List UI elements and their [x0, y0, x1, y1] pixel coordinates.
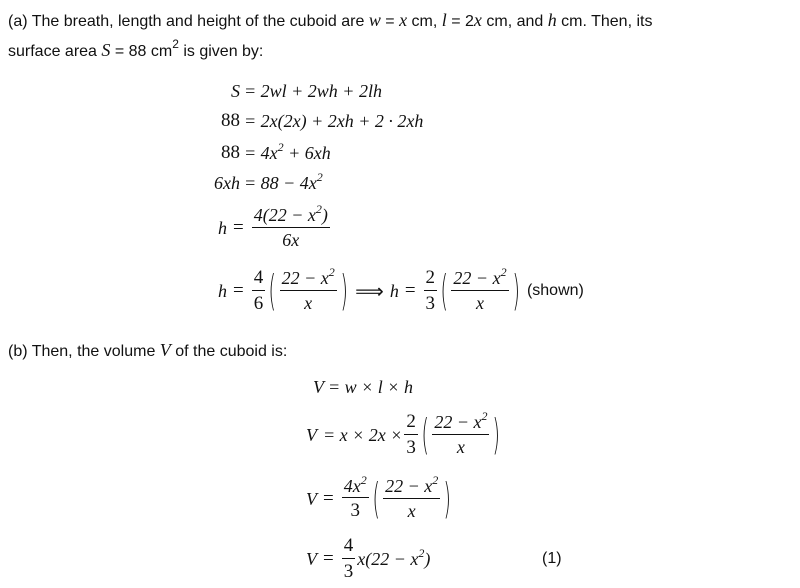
- shown-note: (shown): [526, 282, 584, 299]
- equation-b4: [306, 534, 430, 584]
- equation-a4: [0, 168, 800, 198]
- equation-b2: [306, 406, 502, 464]
- fraction: [432, 409, 489, 457]
- part-a-line-2: [8, 37, 264, 62]
- text-segment: = 2: [446, 13, 474, 30]
- numerator: [451, 265, 508, 291]
- exponent: 2: [418, 545, 425, 560]
- text-segment: = 4x: [244, 143, 278, 163]
- exponent: 2: [432, 473, 439, 488]
- text-segment: cm, and: [481, 13, 548, 30]
- equation-lhs: V: [306, 424, 317, 445]
- denominator: x: [456, 437, 465, 457]
- fraction: [280, 265, 337, 313]
- numerator: [432, 409, 489, 435]
- text-segment: (a) The breath, length and height of the cuboid are: [8, 13, 369, 30]
- var-x: x: [399, 10, 408, 30]
- part-a-line-1: [8, 10, 652, 32]
- text-segment: = 88 cm: [110, 43, 173, 60]
- text-segment: 22 − x: [453, 268, 501, 289]
- text-segment: cm. Then, its: [556, 13, 653, 30]
- right-paren: ): [443, 474, 452, 524]
- fraction: [342, 472, 369, 522]
- equation-rhs: = w × l × h: [328, 377, 413, 397]
- part-b-intro: [8, 340, 287, 362]
- equation-a5: [218, 200, 332, 256]
- equation-b1: [0, 372, 800, 402]
- right-paren: ): [512, 266, 520, 316]
- denominator: 3: [343, 561, 354, 582]
- var-S: S: [101, 40, 111, 60]
- text-segment: 22 − x: [385, 476, 433, 497]
- equation-rhs: [244, 138, 331, 168]
- fraction: [451, 265, 508, 313]
- fraction: [383, 473, 440, 521]
- equation-lhs: V: [306, 488, 317, 509]
- denominator: 3: [350, 500, 360, 522]
- equals-sign: =: [404, 280, 416, 301]
- equals-sign: =: [233, 280, 244, 301]
- equation-rhs: = 2x(2x) + 2xh + 2 · 2xh: [244, 111, 424, 131]
- fraction: [252, 202, 330, 250]
- equation-lhs: h: [218, 280, 227, 301]
- denominator: 3: [425, 293, 436, 314]
- equation-rhs: [244, 168, 323, 198]
- implies-arrow: ⟹: [355, 280, 384, 303]
- left-paren: (: [440, 266, 448, 316]
- equation-lhs: V: [313, 377, 324, 397]
- text-segment: 22 − x: [281, 268, 329, 289]
- text-segment: 4(22 − x: [253, 205, 316, 226]
- var-w: w: [368, 10, 381, 30]
- exponent: 2: [500, 265, 507, 280]
- text-segment: 22 − x: [434, 412, 482, 433]
- text-segment: is given by:: [178, 43, 264, 60]
- denominator: 6x: [282, 230, 300, 250]
- text-segment: = 88 − 4x: [244, 173, 317, 193]
- exponent: 2: [328, 265, 335, 280]
- exponent: 2: [315, 202, 322, 217]
- right-paren: ): [340, 266, 348, 316]
- text-segment: (b) Then, the volume: [8, 343, 160, 360]
- denominator: x: [475, 293, 484, 313]
- text-segment: ): [424, 548, 431, 569]
- numerator: 2: [424, 268, 438, 291]
- numerator: 2: [404, 412, 418, 435]
- numerator: [280, 265, 337, 291]
- var-l: l: [441, 10, 447, 30]
- equation-b3: [306, 470, 453, 528]
- equals-sign: =: [233, 217, 244, 238]
- left-paren: (: [421, 410, 429, 460]
- text-segment: =: [380, 13, 400, 30]
- text-segment: cm,: [407, 13, 442, 30]
- equation-a3: [0, 138, 800, 168]
- fraction: [342, 536, 356, 582]
- equation-a6: [218, 262, 584, 320]
- text-segment: ): [321, 205, 328, 226]
- equation-number: (1): [542, 550, 562, 567]
- equation-lhs: 6xh: [214, 173, 240, 193]
- equation-a1: [0, 76, 800, 106]
- fraction: [252, 268, 266, 314]
- denominator: 3: [406, 437, 416, 458]
- text-segment: + 6xh: [283, 143, 331, 163]
- equation-lhs: 88: [221, 110, 240, 131]
- denominator: x: [304, 293, 313, 313]
- equation-lhs: 88: [221, 142, 240, 163]
- equals-sign: =: [323, 548, 334, 569]
- denominator: x: [407, 501, 416, 521]
- left-paren: (: [372, 474, 380, 524]
- equation-a2: [0, 106, 800, 136]
- equation-lhs: V: [306, 548, 317, 569]
- var-h: h: [547, 10, 557, 30]
- equation-rhs: = 2wl + 2wh + 2lh: [244, 81, 382, 101]
- exponent: 2: [172, 37, 179, 51]
- left-paren: (: [268, 266, 277, 316]
- fraction: [404, 412, 418, 458]
- exponent: 2: [360, 472, 367, 487]
- exponent: 2: [481, 409, 488, 424]
- var-x: x: [473, 10, 482, 30]
- numerator: [383, 473, 440, 499]
- numerator: [342, 472, 369, 499]
- fraction: [424, 268, 438, 314]
- text-segment: x(22 − x: [357, 548, 419, 569]
- exponent: 2: [316, 170, 323, 184]
- numerator: 4: [252, 268, 266, 291]
- numerator: [252, 202, 330, 228]
- equation-lhs: S: [231, 81, 240, 101]
- exponent: 2: [277, 140, 284, 154]
- equation-lhs: h: [218, 217, 227, 238]
- var-h: h: [389, 280, 399, 301]
- text-segment: surface area: [8, 43, 102, 60]
- equation-rhs: = x × 2x ×: [323, 424, 403, 445]
- text-segment: of the cuboid is:: [170, 343, 288, 360]
- right-paren: ): [492, 410, 501, 460]
- var-V: V: [159, 340, 171, 360]
- denominator: 6: [253, 293, 264, 314]
- equation-rhs: [357, 545, 431, 570]
- text-segment: 4x: [343, 475, 361, 496]
- equals-sign: =: [323, 488, 334, 509]
- numerator: 4: [342, 536, 356, 559]
